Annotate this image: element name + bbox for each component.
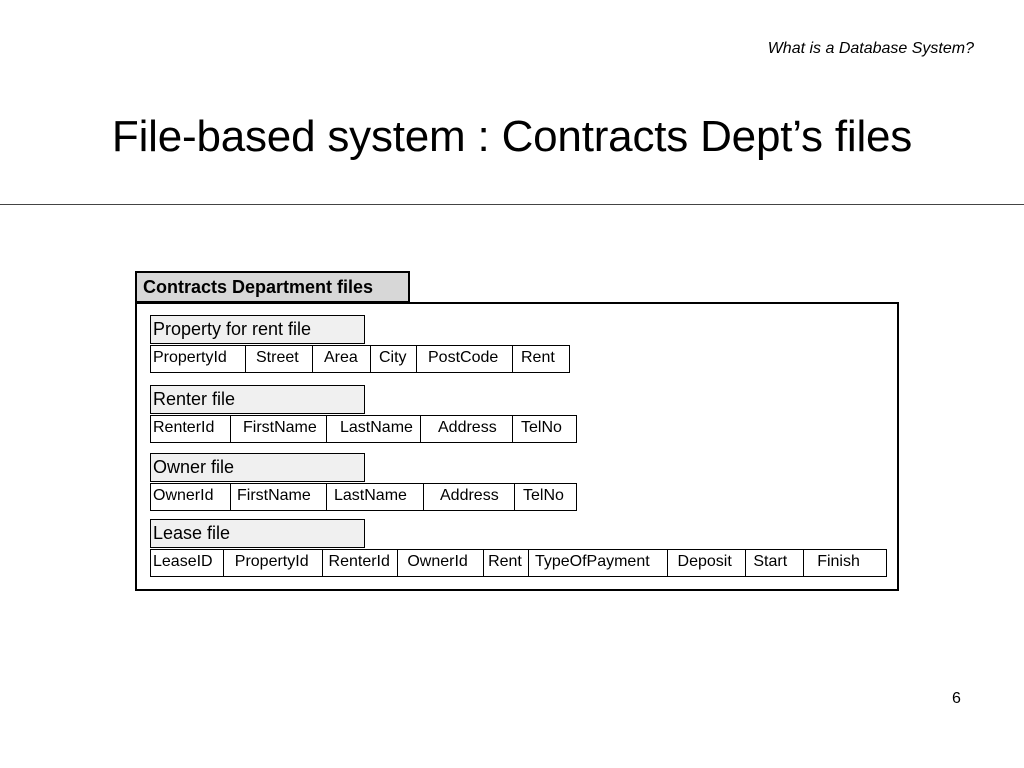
field-cell: TelNo: [523, 487, 564, 504]
field-cell: OwnerId: [398, 550, 484, 576]
field-cell: LeaseID: [151, 550, 224, 576]
running-header: What is a Database System?: [767, 40, 974, 57]
field-cell: PostCode: [417, 346, 513, 372]
renter-file-label: Renter file: [150, 385, 365, 414]
page-number: 6: [952, 690, 961, 707]
owner-file-fields: [150, 483, 577, 511]
field-cell: PropertyId: [151, 346, 246, 372]
field-cell: LastName: [327, 416, 421, 442]
department-title-tab: Contracts Department files: [135, 271, 410, 303]
field-cell: City: [371, 346, 417, 372]
field-cell: TelNo: [521, 419, 562, 436]
field-cell: Rent: [484, 550, 529, 576]
lease-file-label: Lease file: [150, 519, 365, 548]
renter-file-fields: [150, 415, 577, 443]
property-file-label: Property for rent file: [150, 315, 365, 344]
field-cell: Rent: [521, 349, 555, 366]
lease-file-fields: [150, 549, 887, 577]
field-cell: Street: [246, 346, 313, 372]
field-cell: Deposit: [668, 550, 747, 576]
slide-title: File-based system : Contracts Dept’s files: [111, 112, 913, 161]
property-file-fields: [150, 345, 570, 373]
field-cell: RenterId: [151, 416, 231, 442]
owner-file-label: Owner file: [150, 453, 365, 482]
field-cell: Finish: [817, 553, 860, 570]
field-cell: FirstName: [231, 484, 327, 510]
title-divider: [0, 204, 1024, 205]
field-cell: Start: [746, 550, 804, 576]
field-cell: Address: [421, 416, 513, 442]
field-cell: RenterId: [323, 550, 399, 576]
field-cell: TypeOfPayment: [529, 550, 668, 576]
field-cell: OwnerId: [151, 484, 231, 510]
field-cell: Address: [424, 484, 515, 510]
field-cell: LastName: [327, 484, 424, 510]
field-cell: PropertyId: [224, 550, 323, 576]
field-cell: FirstName: [231, 416, 327, 442]
field-cell: Area: [313, 346, 371, 372]
